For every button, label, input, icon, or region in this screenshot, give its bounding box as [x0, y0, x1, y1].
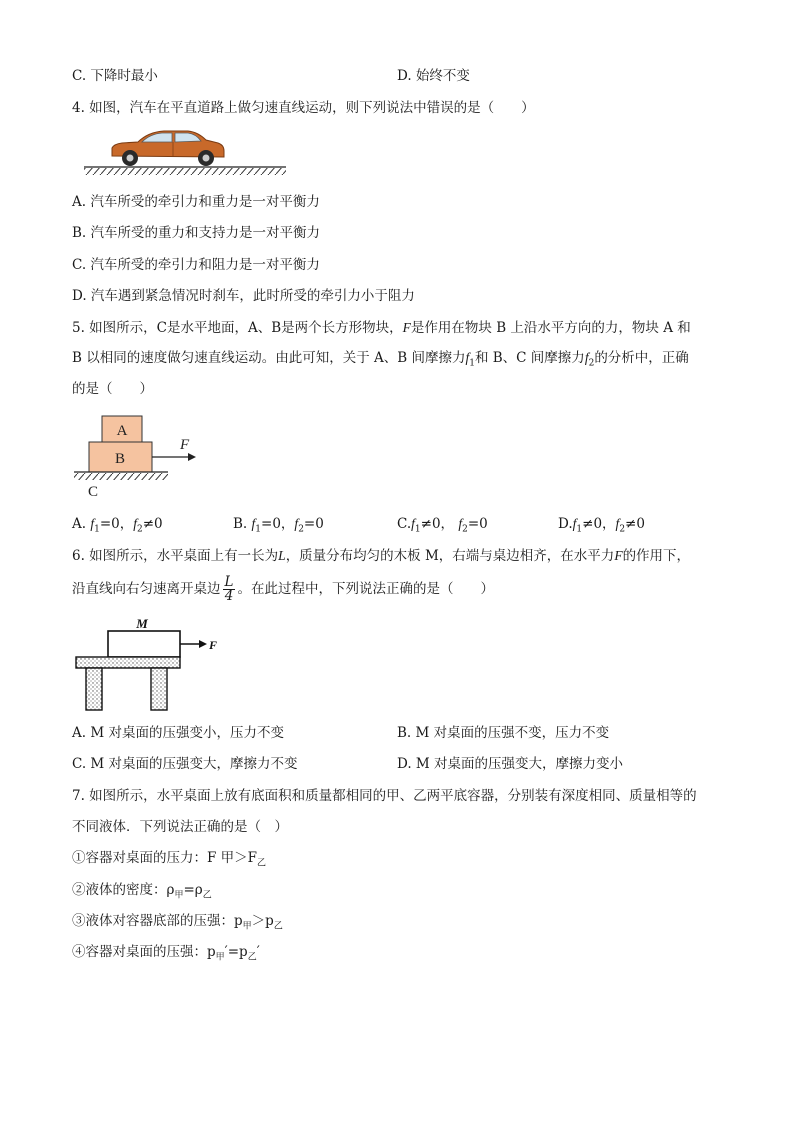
car-icon	[112, 131, 224, 166]
q4-option-b: B. 汽车所受的重力和支持力是一对平衡力	[72, 225, 321, 241]
q4-stem: 4. 如图，汽车在平直道路上做匀速直线运动，则下列说法中错误的是（ ）	[72, 100, 535, 116]
q5-blocks-figure	[70, 410, 210, 502]
q5-option-a: A. $f_1=0$，$f_2\ne 0$	[72, 516, 163, 535]
block-b-label: B	[114, 451, 126, 467]
q5-stem-line1: 5. 如图所示，C是水平地面，A、B是两个长方形物块，F是作用在物块 B 上沿水平方向的力，物块 A 和	[72, 320, 691, 336]
q5-stem-line2: B 以相同的速度做匀速直线运动。由此可知，关于 A、B 间摩擦力$f_1$和 B、C 间摩擦力$f_2$的分析中，正确	[72, 350, 689, 369]
q7-statement-1: ①容器对桌面的压力：F 甲$>F_乙$	[72, 850, 267, 869]
table-leg-left	[86, 668, 102, 710]
q7-statement-4: ④容器对桌面的压强：$p_甲'=p_乙'$	[72, 944, 260, 963]
q4-option-c: C. 汽车所受的牵引力和阻力是一对平衡力	[72, 257, 320, 273]
board-m-label: M	[136, 616, 148, 631]
arrow-right-icon	[188, 453, 196, 461]
q5-option-d: $D.f_1\ne 0$，$f_2\ne 0$	[558, 516, 645, 535]
ground-hatch	[74, 473, 168, 480]
q6-stem-line1: 6. 如图所示，水平桌面上有一长为L，质量分布均匀的木板 M，右端与桌边相齐，在水平力F的作用下，	[72, 548, 691, 564]
q7-stem-line2: 不同液体．下列说法正确的是（ ）	[72, 819, 288, 835]
q6-stem-line2: 沿直线向右匀速离开桌边 $\frac{L}{4}$ 。在此过程中，下列说法正确的是（ ）	[72, 574, 494, 604]
q3-option-d: D. 始终不变	[397, 68, 470, 84]
force-f-label: F	[180, 437, 190, 453]
q3-option-c: C. 下降时最小	[72, 68, 158, 84]
board-m	[108, 631, 180, 657]
block-a-label: A	[116, 423, 128, 439]
q4-option-a: A. 汽车所受的牵引力和重力是一对平衡力	[72, 194, 320, 210]
q6-option-b: B. M 对桌面的压强不变，压力不变	[397, 725, 610, 741]
q6-option-a: A. M 对桌面的压强变小，压力不变	[72, 725, 284, 741]
q4-option-d: D. 汽车遇到紧急情况时刹车，此时所受的牵引力小于阻力	[72, 288, 415, 304]
q6-option-d: D. M 对桌面的压强变大，摩擦力变小	[397, 756, 624, 772]
q6-table-figure	[72, 614, 232, 714]
q6-option-c: C. M 对桌面的压强变大，摩擦力不变	[72, 756, 298, 772]
table-leg-right	[151, 668, 167, 710]
q4-car-figure	[80, 126, 290, 176]
ground-c-label: C	[88, 484, 99, 500]
table-top	[76, 657, 180, 668]
q5-option-b: B. $f_1=0$，$f_2=0$	[233, 516, 324, 535]
q5-option-c: $C.f_1\ne 0$， $f_2=0$	[397, 516, 488, 535]
q4-road-hatch	[84, 168, 286, 175]
arrow-right-icon	[199, 640, 207, 648]
q7-stem-line1: 7. 如图所示，水平桌面上放有底面积和质量都相同的甲、乙两平底容器，分别装有深度相同、质量相等的	[72, 788, 697, 804]
force-f-label: F	[209, 638, 218, 652]
q7-statement-3: ③液体对容器底部的压强：$p_甲>p_乙$	[72, 913, 283, 932]
fraction-l-over-4: $\frac{L}{4}$	[224, 574, 234, 604]
q5-stem-line3: 的是（ ）	[72, 381, 153, 397]
q7-statement-2: ②液体的密度：$\rho_甲=\rho_乙$	[72, 882, 212, 901]
